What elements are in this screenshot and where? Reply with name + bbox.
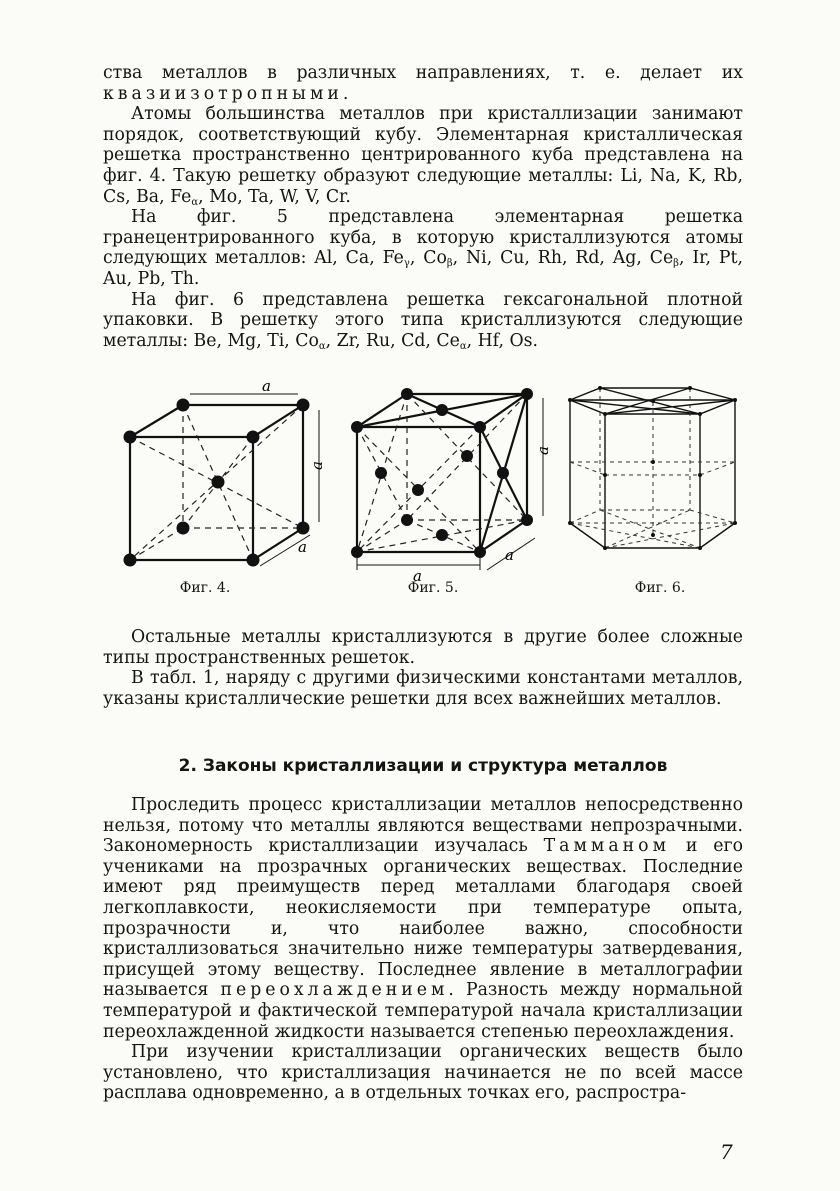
fig5-label-a-bottom: a: [413, 567, 422, 585]
figure-6: [565, 380, 745, 596]
para4-sub2: α: [459, 340, 467, 352]
paragraph-6: В табл. 1, наряду с другими физическими константами металлов, указаны кристаллические решетки для всех важнейших металлов.: [103, 668, 743, 709]
para4-c: , Hf, Os.: [466, 330, 538, 351]
para2-end: , Mo, Ta, W, V, Cr.: [198, 186, 351, 207]
bcc-lattice-diagram: [110, 380, 340, 570]
para2-sub: α: [191, 196, 199, 208]
fig4-label-a-top: a: [262, 380, 271, 395]
figure-5: [345, 380, 560, 596]
upper-text: [103, 63, 743, 351]
para7-a: Проследить процесс кристаллизации металлов непосредственно нельзя, потому что металлы являются веществами непрозрачными. Закономерность кристаллизации изучалась: [103, 795, 743, 857]
para3-d: , Ir, Pt, Au, Pb, Th.: [103, 248, 743, 289]
fcc-lattice-diagram: [345, 380, 560, 585]
para1-start: ства металлов в различных направлениях, т. е. делает их: [103, 63, 743, 83]
para3-a: На фиг. 5 представлена элементарная решетка гранецентрированного куба, в которую кристаллизуются атомы следующих металлов: Al, Ca, Fe: [103, 207, 743, 269]
paragraph-3: [103, 207, 743, 289]
paragraph-7: [103, 795, 743, 1042]
para3-c: , Ni, Cu, Rh, Rd, Ag, Ce: [452, 248, 674, 269]
fig5-caption: Фиг. 5.: [407, 580, 459, 596]
figure-4: [110, 380, 340, 596]
fig6-caption: Фиг. 6.: [634, 580, 686, 596]
figures-row: [100, 380, 750, 610]
section-heading: 2. Законы кристаллизации и структура металлов: [178, 756, 668, 776]
paragraph-4: [103, 290, 743, 352]
fig4-caption: Фиг. 4.: [179, 580, 231, 596]
para7-c: . Разность между нормальной температурой и фактической температурой начала кристаллизации переохлажденной жидкости называется степенью переохлаждения.: [103, 980, 743, 1042]
lower-text: [103, 795, 743, 1104]
paragraph-2: [103, 104, 743, 207]
fig5-label-a-side: a: [534, 446, 552, 455]
paragraph-8: При изучении кристаллизации органических веществ было установлено, что кристаллизация начинается не по всей массе расплава одновременно, а в отдельных точках его, распростра-: [103, 1042, 743, 1104]
para4-a: На фиг. 6 представлена решетка гексагональной плотной упаковки. В решетку этого типа кристаллизуются следующие металлы: Be, Mg, Ti, Co: [103, 289, 743, 351]
para7-spaced2: переохлаждением: [220, 980, 449, 1001]
para1-spaced: квазиизотропными: [103, 83, 343, 104]
para7-spaced1: Тамманом: [543, 836, 671, 857]
page-number: 7: [720, 1140, 733, 1164]
fig4-label-a-depth: a: [298, 538, 307, 556]
para4-sub1: α: [318, 340, 326, 352]
para3-sub1: γ: [403, 258, 410, 270]
fig5-label-a-depth: a: [505, 546, 514, 564]
para1-end: .: [342, 83, 349, 104]
paragraph-1: [103, 63, 743, 104]
para7-b: и его учениками на прозрачных органических веществах. Последние имеют ряд преимуществ перед металлами благодаря своей легкоплавкости, неокисляемости при температуре опыта, прозрачности и, что наиболее важно, способности кристаллизоваться значительно ниже температуры затвердевания, присущей этому веществу. Последнее явление в металлографии называется: [103, 836, 743, 1001]
paragraph-5: Остальные металлы кристаллизуются в другие более сложные типы пространственных решеток.: [103, 627, 743, 668]
middle-text: [103, 627, 743, 709]
para2-text: Атомы большинства металлов при кристаллизации занимают порядок, соответствующий кубу. Элементарная кристаллическая решетка пространственно центрированного куба представлена на фиг. 4. Такую решетку образуют следующие металлы: Li, Na, K, Rb, Cs, Ba, Fe: [103, 104, 743, 207]
para3-b: , Co: [409, 248, 447, 269]
fig4-label-a-side: a: [308, 461, 326, 470]
para4-b: , Zr, Ru, Cd, Ce: [325, 330, 460, 351]
hcp-lattice-diagram: [565, 380, 745, 565]
para3-sub3: β: [673, 258, 679, 270]
para3-sub2: β: [446, 258, 453, 270]
